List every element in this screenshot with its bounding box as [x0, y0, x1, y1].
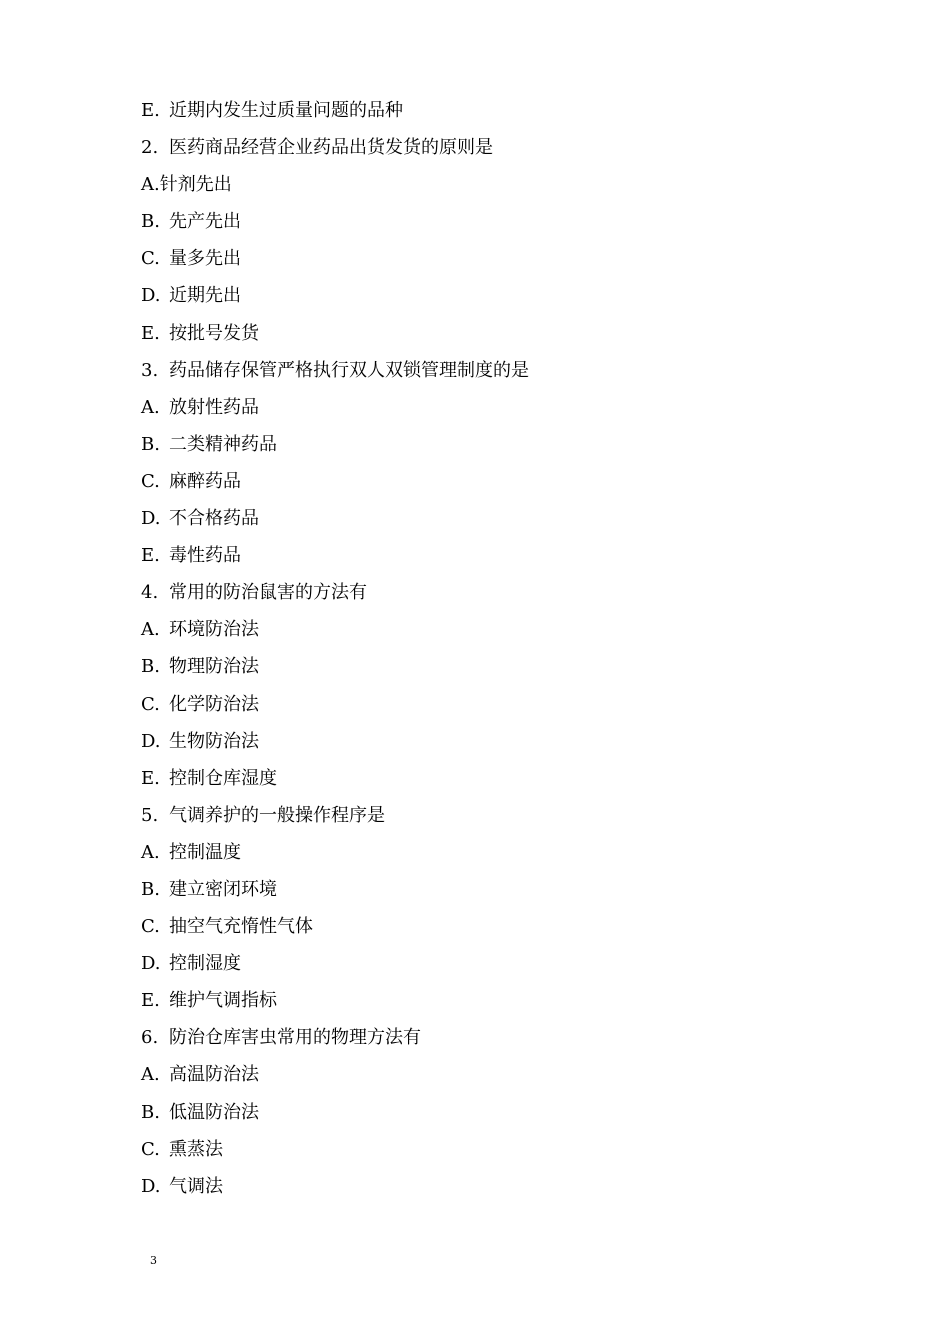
option-label: B.	[141, 433, 160, 455]
option-label: C.	[141, 1138, 160, 1160]
option-text: 不合格药品	[169, 508, 259, 530]
option-line	[141, 389, 841, 426]
option-label: E.	[141, 990, 160, 1012]
option-text: 近期先出	[169, 285, 241, 307]
page-number: 3	[150, 1254, 157, 1267]
option-label: C.	[141, 248, 160, 270]
option-line	[141, 982, 841, 1019]
option-text: 毒性药品	[169, 545, 241, 567]
document-body	[141, 92, 841, 1205]
option-line	[141, 1056, 841, 1093]
option-text: 气调法	[169, 1175, 223, 1197]
option-label: A.	[141, 1064, 160, 1086]
question-number: 6.	[141, 1027, 159, 1049]
option-label: B.	[141, 1101, 160, 1123]
option-line	[141, 648, 841, 685]
question-line	[141, 574, 841, 611]
question-line	[141, 129, 841, 166]
option-text: 近期内发生过质量问题的品种	[169, 100, 403, 121]
option-text: 抽空气充惰性气体	[169, 916, 313, 938]
option-line	[141, 537, 841, 574]
option-text: 维护气调指标	[169, 990, 277, 1012]
option-text: 高温防治法	[169, 1064, 259, 1086]
option-label: D.	[141, 730, 161, 752]
option-label: E.	[141, 322, 160, 344]
option-label: E.	[141, 545, 160, 567]
option-text: 针剂先出	[159, 174, 232, 196]
option-line	[141, 945, 841, 982]
option-text: 物理防治法	[169, 656, 259, 678]
question-number: 3.	[141, 359, 159, 381]
option-line	[141, 1168, 841, 1205]
option-line	[141, 463, 841, 500]
option-line	[141, 426, 841, 463]
option-line	[141, 908, 841, 945]
question-number: 2.	[141, 137, 159, 159]
option-line	[141, 315, 841, 352]
option-line	[141, 92, 841, 129]
option-line	[141, 240, 841, 277]
question-line	[141, 352, 841, 389]
option-label: A.	[141, 396, 160, 418]
question-number: 5.	[141, 804, 159, 826]
question-number: 4.	[141, 582, 159, 604]
question-text: 气调养护的一般操作程序是	[169, 804, 385, 826]
option-label: A.	[141, 841, 160, 863]
option-line	[141, 203, 841, 240]
option-text: 麻醉药品	[169, 470, 241, 492]
option-label: D.	[141, 285, 161, 307]
question-text: 常用的防治鼠害的方法有	[169, 582, 367, 604]
option-text: 放射性药品	[169, 396, 259, 418]
option-text: 二类精神药品	[169, 433, 277, 455]
option-text: 建立密闭环境	[169, 878, 277, 900]
option-line	[141, 686, 841, 723]
option-text: 控制仓库湿度	[169, 767, 277, 789]
option-label: E.	[141, 100, 160, 121]
option-text: 化学防治法	[169, 693, 259, 715]
option-label: A.	[141, 174, 160, 196]
option-line	[141, 871, 841, 908]
option-label: A.	[141, 619, 160, 641]
option-text: 熏蒸法	[169, 1138, 223, 1160]
option-label: D.	[141, 953, 161, 975]
option-text: 先产先出	[169, 211, 241, 233]
option-line	[141, 760, 841, 797]
option-label: E.	[141, 767, 160, 789]
question-text: 防治仓库害虫常用的物理方法有	[169, 1027, 421, 1049]
option-label: D.	[141, 1175, 161, 1197]
option-label: B.	[141, 211, 160, 233]
option-text: 低温防治法	[169, 1101, 259, 1123]
option-line	[141, 1094, 841, 1131]
option-text: 环境防治法	[169, 619, 259, 641]
option-line	[141, 277, 841, 314]
question-line	[141, 797, 841, 834]
option-text: 生物防治法	[169, 730, 259, 752]
option-text: 控制湿度	[169, 953, 241, 975]
question-line	[141, 1019, 841, 1056]
question-text: 医药商品经营企业药品出货发货的原则是	[169, 137, 493, 159]
option-line	[141, 166, 841, 203]
option-line	[141, 723, 841, 760]
option-label: B.	[141, 878, 160, 900]
question-text: 药品储存保管严格执行双人双锁管理制度的是	[169, 359, 529, 381]
option-line	[141, 834, 841, 871]
option-line	[141, 500, 841, 537]
option-label: C.	[141, 916, 160, 938]
option-text: 控制温度	[169, 841, 241, 863]
option-line	[141, 611, 841, 648]
option-label: B.	[141, 656, 160, 678]
option-text: 量多先出	[169, 248, 241, 270]
option-line	[141, 1131, 841, 1168]
option-text: 按批号发货	[169, 322, 259, 344]
option-label: C.	[141, 470, 160, 492]
option-label: D.	[141, 508, 161, 530]
option-label: C.	[141, 693, 160, 715]
